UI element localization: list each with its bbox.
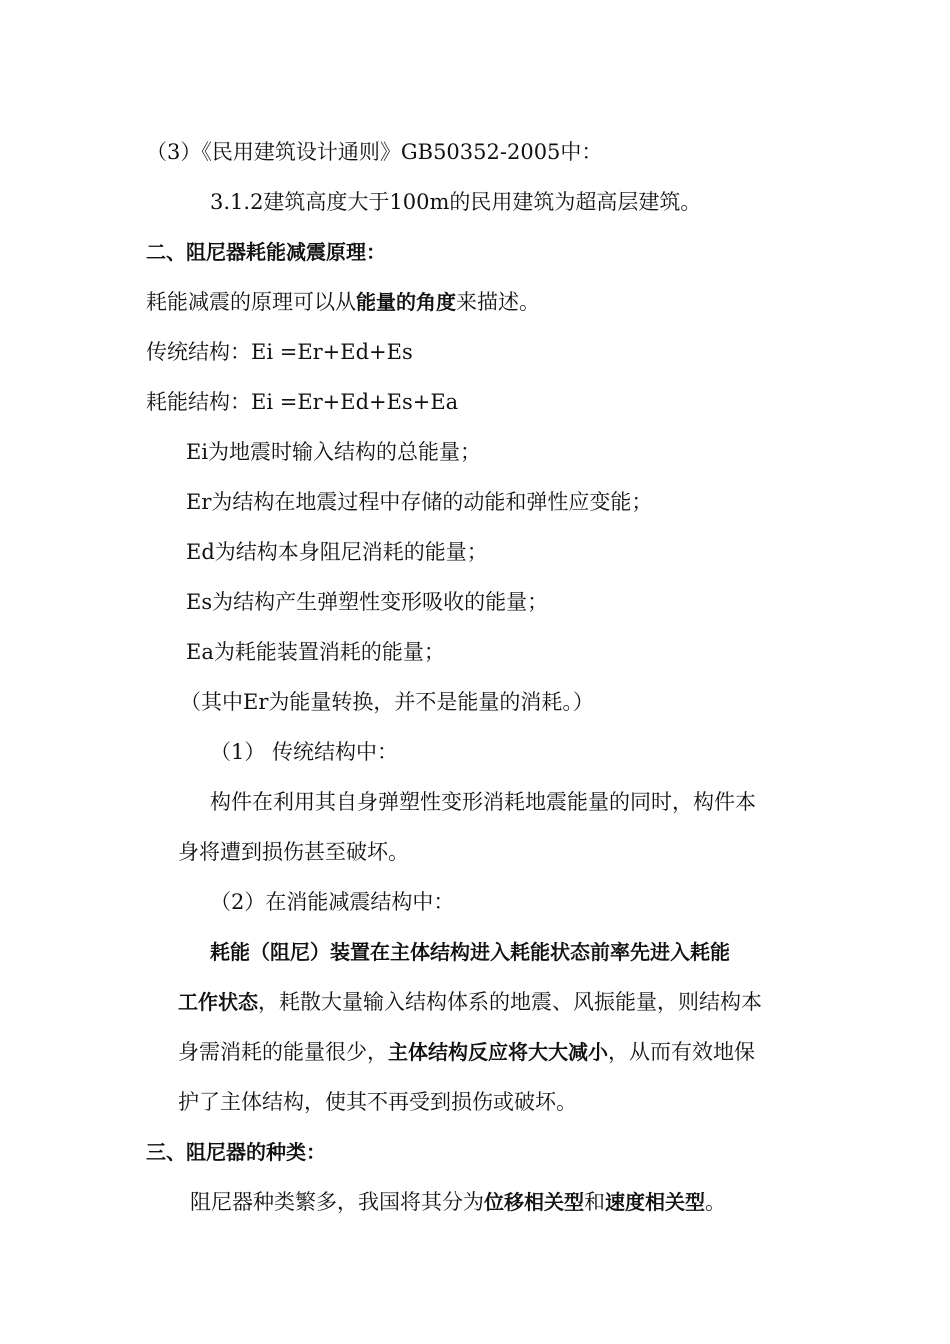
definition-er: Er为结构在地震过程中存储的动能和弹性应变能； [186, 490, 653, 514]
text-run: 阻尼器种类繁多，我国将其分为 [190, 1190, 484, 1214]
types-paragraph [190, 1187, 726, 1217]
paragraph-damped-line1: 耗能（阻尼）装置在主体结构进入耗能状态前率先进入耗能 [210, 940, 730, 964]
paragraph-damped-line4: 护了主体结构，使其不再受到损伤或破坏。 [178, 1090, 577, 1114]
bold-text-run: 能量的角度 [356, 290, 456, 314]
text-run: 和 [584, 1190, 605, 1214]
bold-text-run: 主体结构反应将大大减小 [388, 1040, 608, 1064]
traditional-structure-formula: 传统结构：Ei =Er+Ed+Es [146, 340, 413, 364]
definition-ei: Ei为地震时输入结构的总能量； [186, 440, 482, 464]
definition-es: Es为结构产生弹塑性变形吸收的能量； [186, 590, 549, 614]
bold-text-run: 位移相关型 [484, 1190, 584, 1214]
clause-3-1-2: 3.1.2建筑高度大于100m的民用建筑为超高层建筑。 [210, 190, 702, 214]
text-run: 耗能减震的原理可以从 [146, 290, 356, 314]
section-heading-principle: 二、阻尼器耗能减震原理： [146, 240, 386, 264]
bold-text-run: 速度相关型 [605, 1190, 705, 1214]
paragraph-traditional-line2: 身将遭到损伤甚至破坏。 [178, 840, 409, 864]
text-run: 身需消耗的能量很少， [178, 1040, 388, 1064]
paragraph-traditional-line1: 构件在利用其自身弹塑性变形消耗地震能量的同时，构件本 [210, 790, 756, 814]
text-run: ，从而有效地保 [608, 1040, 755, 1064]
subheading-traditional: （1） 传统结构中： [210, 740, 399, 764]
paragraph-damped-line3 [178, 1037, 755, 1067]
text-run: 。 [705, 1190, 726, 1214]
subheading-damped: （2）在消能减震结构中： [210, 890, 455, 914]
standard-reference-line: （3）《民用建筑设计通则》GB50352-2005中： [146, 140, 603, 164]
section-heading-types: 三、阻尼器的种类： [146, 1140, 326, 1164]
text-run: 来描述。 [456, 290, 540, 314]
paragraph-damped-line2 [178, 987, 762, 1017]
energy-dissipation-formula: 耗能结构：Ei =Er+Ed+Es+Ea [146, 390, 459, 414]
principle-intro [146, 287, 540, 317]
text-run: ，耗散大量输入结构体系的地震、风振能量，则结构本 [258, 990, 762, 1014]
definition-ed: Ed为结构本身阻尼消耗的能量； [186, 540, 488, 564]
note-er: （其中Er为能量转换，并不是能量的消耗。） [180, 690, 594, 714]
definition-ea: Ea为耗能装置消耗的能量； [186, 640, 445, 664]
bold-text-run: 工作状态 [178, 990, 258, 1014]
